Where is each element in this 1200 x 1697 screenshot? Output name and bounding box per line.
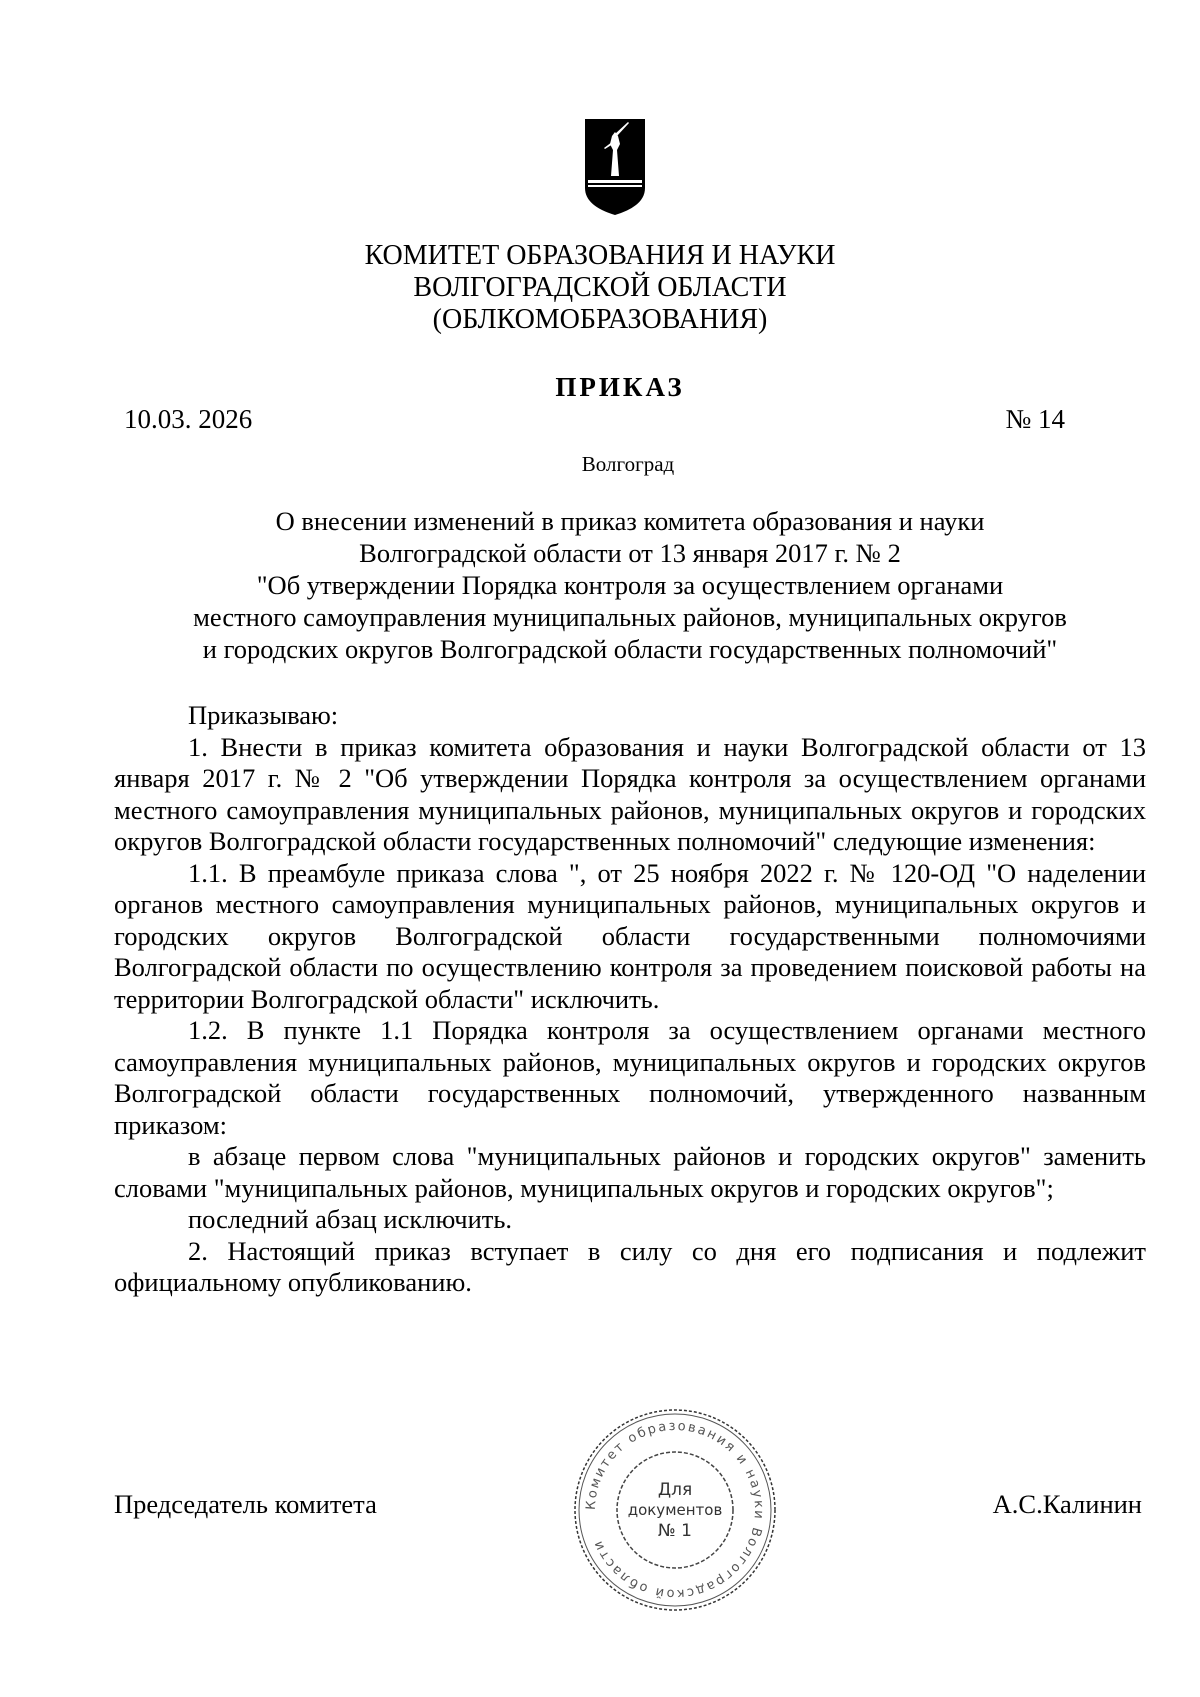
signatory-role: Председатель комитета [114, 1489, 377, 1519]
stamp-center-line-3: № 1 [658, 1521, 692, 1541]
paragraph-1-2: 1.2. В пункте 1.1 Порядка контроля за осуществлением органами местного самоуправления муниципальных районов, муниципальных округов и городских округов Волгоградской области государственных полномочий, утвержденного названным приказом: [114, 1015, 1146, 1140]
paragraph-1-2-b: последний абзац исключить. [188, 1204, 513, 1234]
stamp-center-line-2: документов [627, 1501, 723, 1519]
paragraph-1-2-a: в абзаце первом слова "муниципальных районов и городских округов" заменить словами "муниципальных районов, муниципальных округов и городских округов"; [114, 1141, 1146, 1203]
org-line-1: КОМИТЕТ ОБРАЗОВАНИЯ И НАУКИ [364, 240, 836, 271]
stamp-center-line-1: Для [657, 1480, 693, 1500]
paragraph-1-1: 1.1. В преамбуле приказа слова ", от 25 ноября 2022 г. № 120-ОД "О наделении органов местного самоуправления муниципальных районов, муниципальных округов и городских округов Волгоградской области государственными полномочиями Волгоградской области по осуществлению контроля за проведением поисковой работы на территории Волгоградской области" исключить. [114, 857, 1146, 1014]
coat-of-arms-icon [584, 118, 646, 216]
order-body [114, 700, 1146, 1299]
order-date: 10.03. 2026 [124, 404, 253, 434]
stamp-ring-text: Комитет образования и науки Волгоградской области [583, 1418, 767, 1602]
order-title: ПРИКАЗ [555, 372, 685, 402]
organization-name [200, 240, 1000, 336]
subject-line-2: Волгоградской области от 13 января 2017 г. № 2 [359, 538, 901, 568]
paragraph-2: 2. Настоящий приказ вступает в силу со дня его подписания и подлежит официальному опубликованию. [114, 1235, 1146, 1297]
org-line-3: (ОБЛКОМОБРАЗОВАНИЯ) [432, 304, 768, 335]
order-number: № 14 [1005, 404, 1065, 434]
subject-line-5: и городских округов Волгоградской области государственных полномочий" [202, 634, 1058, 664]
official-stamp [570, 1405, 780, 1615]
subject-line-1: О внесении изменений в приказ комитета образования и науки [275, 506, 985, 536]
org-line-2: ВОЛГОГРАДСКОЙ ОБЛАСТИ [413, 272, 787, 303]
order-subject [120, 505, 1140, 665]
order-city: Волгоград [581, 452, 675, 476]
paragraph-order-intro: Приказываю: [188, 700, 339, 730]
signatory-name: А.С.Калинин [992, 1489, 1142, 1519]
paragraph-1: 1. Внести в приказ комитета образования и науки Волгоградской области от 13 января 2017 г. № 2 "Об утверждении Порядка контроля за осуществлением органами местного самоуправления муниципальных районов, муниципальных округов и городских округов Волгоградской области государственных полномочий" следующие изменения: [114, 731, 1146, 856]
subject-line-3: "Об утверждении Порядка контроля за осуществлением органами [256, 570, 1004, 600]
subject-line-4: местного самоуправления муниципальных районов, муниципальных округов [193, 602, 1067, 632]
